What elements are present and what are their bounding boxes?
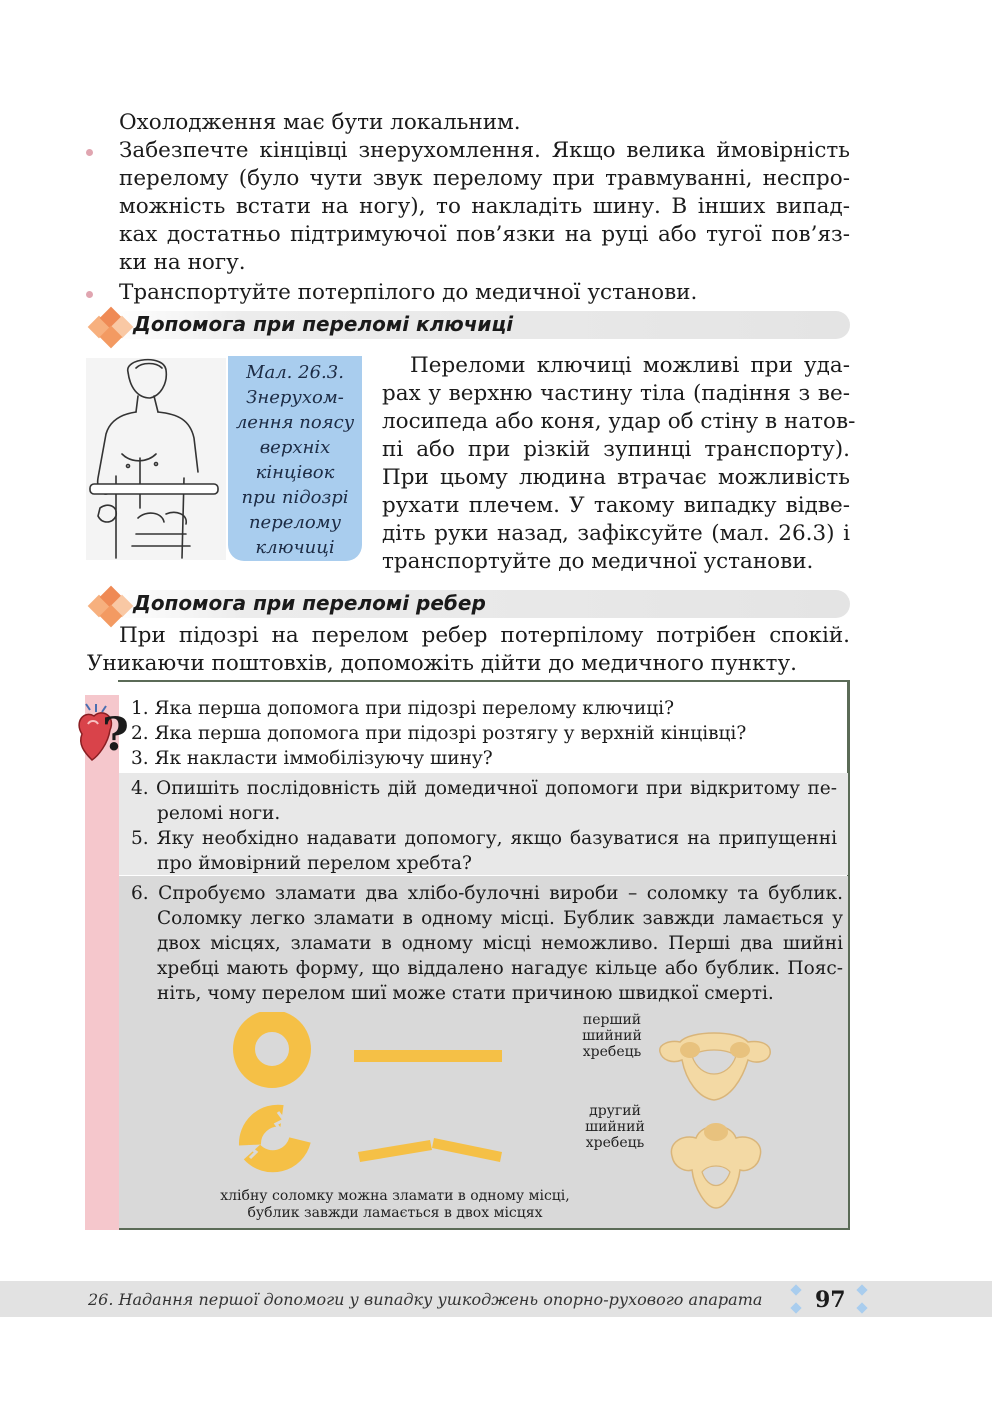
caption-line: Знерухом- [246,387,344,408]
intro-line: ки на ногу. [119,250,246,275]
bullet-icon [86,149,93,156]
questions-frame-bottom [119,1228,850,1230]
vertebra-label: хребець [582,1044,642,1060]
question-item: 1. Яка перша допомога при підозрі перелому ключиці? [131,698,675,719]
page-number: 97 [815,1287,846,1313]
body-line: рухати плечем. У такому випадку відве- [382,493,850,518]
figure-caption-box [228,356,362,561]
body-line: При цьому людина втрачає можливість [382,465,850,490]
footer-chapter-title: 26. Надання першої допомоги у випадку ушкоджень опорно-рухового апарата [88,1290,763,1309]
body-line: пі або при різкій зупинці транспорту). [382,437,850,462]
body-line: При підозрі на перелом ребер потерпілому потрібен спокій. [119,623,850,648]
questions-side-strip [85,695,119,1230]
caption-line: верхніх [259,437,331,458]
body-line: лосипеда або коня, удар об стіну в натов- [382,409,856,434]
body-line: транспортуйте до медичної установи. [382,549,814,574]
caption-line: перелому [248,512,342,533]
question-item: про ймовірний перелом хребта? [157,853,472,874]
figure-caption: хлібну соломку можна зламати в одному місці, [220,1188,570,1204]
vertebra-label: перший [582,1012,642,1028]
question-heart-icon [72,700,134,766]
question-item: двох місцях, зламати в одному місці неможливо. Перші два шийні [157,933,843,954]
question-item: 5. Яку необхідно надавати допомогу, якщо базуватися на припущенні [131,828,837,849]
first-cervical-vertebra-illustration [650,1020,780,1110]
intro-line: можність встати на ногу), то накладіть шину. В інших випад- [119,194,850,219]
caption-line: при підозрі [241,487,349,508]
question-item: ніть, чому перелом шиї може стати причиною швидкої смерті. [157,983,774,1004]
question-item: Соломку легко зламати в одному місці. Бублик завжди ламається у [157,908,843,929]
caption-line: кінцівок [255,462,335,483]
second-cervical-vertebra-illustration [664,1116,768,1212]
intro-line: Забезпечте кінцівці знерухомлення. Якщо велика ймовірність [119,138,850,163]
question-item: хребці мають форму, що віддалено нагадує кільце або бублик. Пояс- [157,958,843,979]
clavicle-immobilization-illustration [86,358,226,560]
body-line: рах у верхню частину тіла (падіння з ве- [382,381,850,406]
bullet-icon [86,291,93,298]
vertebra-label: хребець [585,1135,645,1151]
intro-line: Транспортуйте потерпілого до медичної установи. [119,280,698,305]
caption-line: лення поясу [235,412,355,433]
bagel-straw-illustration [230,1012,520,1182]
body-line: Уникаючи поштовхів, допоможіть дійти до медичного пункту. [87,651,797,676]
caption-line: ключиці [255,537,335,558]
question-item: реломі ноги. [157,803,281,824]
section-title: Допомога при переломі ребер [133,591,486,615]
body-line: Переломи ключиці можливі при уда- [410,353,850,378]
question-item: 2. Яка перша допомога при підозрі розтягу у верхній кінцівці? [131,723,747,744]
question-item: 3. Як накласти іммобілізуючу шину? [131,748,493,769]
intro-line: Охолодження має бути локальним. [119,110,521,135]
questions-frame-right [848,680,850,1230]
figure-caption: бублик завжди ламається в двох місцях [247,1205,543,1221]
intro-line: перелому (було чути звук перелому при травмуванні, неспро- [119,166,850,191]
vertebra-label: шийний [585,1119,645,1135]
intro-line: ках достатньо підтримуючої пов’язки на руці або тугої пов’яз- [119,222,850,247]
body-line: діть руки назад, зафіксуйте (мал. 26.3) і [382,521,850,546]
section-title: Допомога при переломі ключиці [133,312,514,336]
vertebra-label: другий [589,1103,641,1119]
question-item: 4. Опишіть послідовність дій домедичної допомоги при відкритому пе- [131,778,837,799]
svg-text:?: ? [102,707,129,761]
caption-line: Мал. 26.3. [246,362,344,383]
question-item: 6. Спробуємо зламати два хлібо-булочні вироби – соломку та бублик. [131,883,843,904]
vertebra-label: шийний [582,1028,642,1044]
